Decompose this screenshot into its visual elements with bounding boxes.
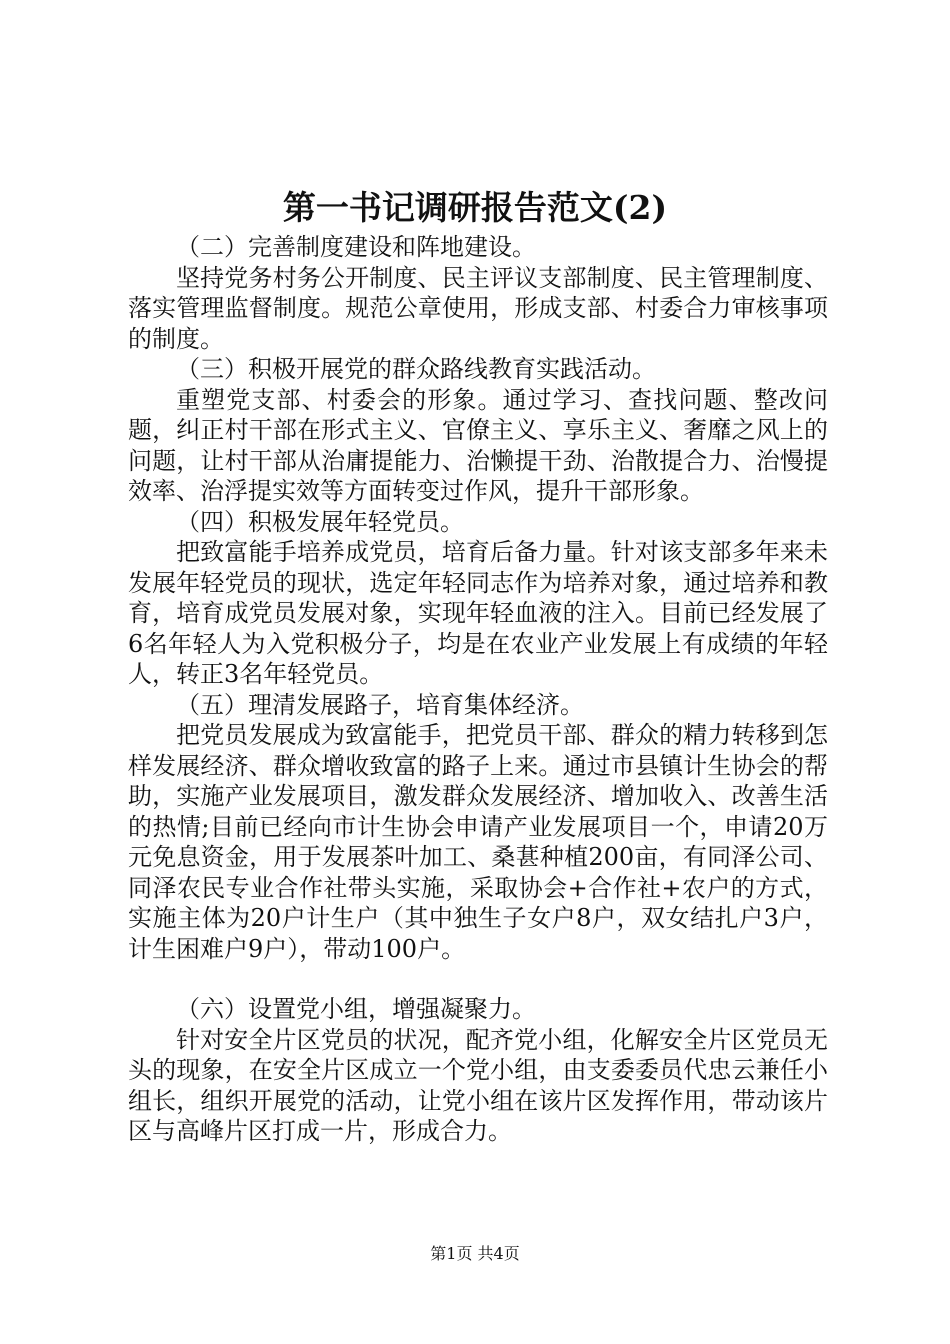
- paragraph: 把党员发展成为致富能手，把党员干部、群众的精力转移到怎样发展经济、群众增收致富的路子上来。通过市县镇计生协会的帮助，实施产业发展项目，激发群众发展经济、增加收入、改善生活的热情;目前已经向市计生协会申请产业发展项目一个，申请20万元免息资金，用于发展茶叶加工、桑葚种植200亩，有同泽公司、同泽农民专业合作社带头实施，采取协会+合作社+农户的方式，实施主体为20户计生户（其中独生子女户8户，双女结扎户3户，计生困难户9户），带动100户。: [128, 721, 828, 963]
- paragraph: 把致富能手培养成党员，培育后备力量。针对该支部多年来未发展年轻党员的现状，选定年轻同志作为培养对象，通过培养和教育，培育成党员发展对象，实现年轻血液的注入。目前已经发展了6名年轻人为入党积极分子，均是在农业产业发展上有成绩的年轻人，转正3名年轻党员。: [128, 538, 828, 688]
- section-heading-2: （二）完善制度建设和阵地建设。: [176, 233, 536, 261]
- section-heading-3: （三）积极开展党的群众路线教育实践活动。: [176, 355, 656, 383]
- section-heading-6: （六）设置党小组，增强凝聚力。: [176, 995, 536, 1023]
- paragraph: 重塑党支部、村委会的形象。通过学习、查找问题、整改问题，纠正村干部在形式主义、官僚主义、享乐主义、奢靡之风上的问题，让村干部从治庸提能力、治懒提干劲、治散提合力、治慢提效率、治浮提实效等方面转变过作风，提升干部形象。: [128, 385, 828, 505]
- paragraph: 针对安全片区党员的状况，配齐党小组，化解安全片区党员无头的现象，在安全片区成立一个党小组，由支委委员代忠云兼任小组长，组织开展党的活动，让党小组在该片区发挥作用，带动该片区与高峰片区打成一片，形成合力。: [128, 1025, 828, 1145]
- section-heading-4: （四）积极发展年轻党员。: [176, 507, 464, 536]
- document-title: 第一书记调研报告范文(2): [282, 188, 668, 227]
- page-footer: 第1页 共4页: [430, 1244, 520, 1263]
- document-body: [128, 232, 828, 1147]
- section-heading-5: （五）理清发展路子，培育集体经济。: [176, 690, 584, 719]
- paragraph: 坚持党务村务公开制度、民主评议支部制度、民主管理制度、落实管理监督制度。规范公章使用，形成支部、村委合力审核事项的制度。: [128, 263, 828, 353]
- blank-line: [128, 964, 828, 994]
